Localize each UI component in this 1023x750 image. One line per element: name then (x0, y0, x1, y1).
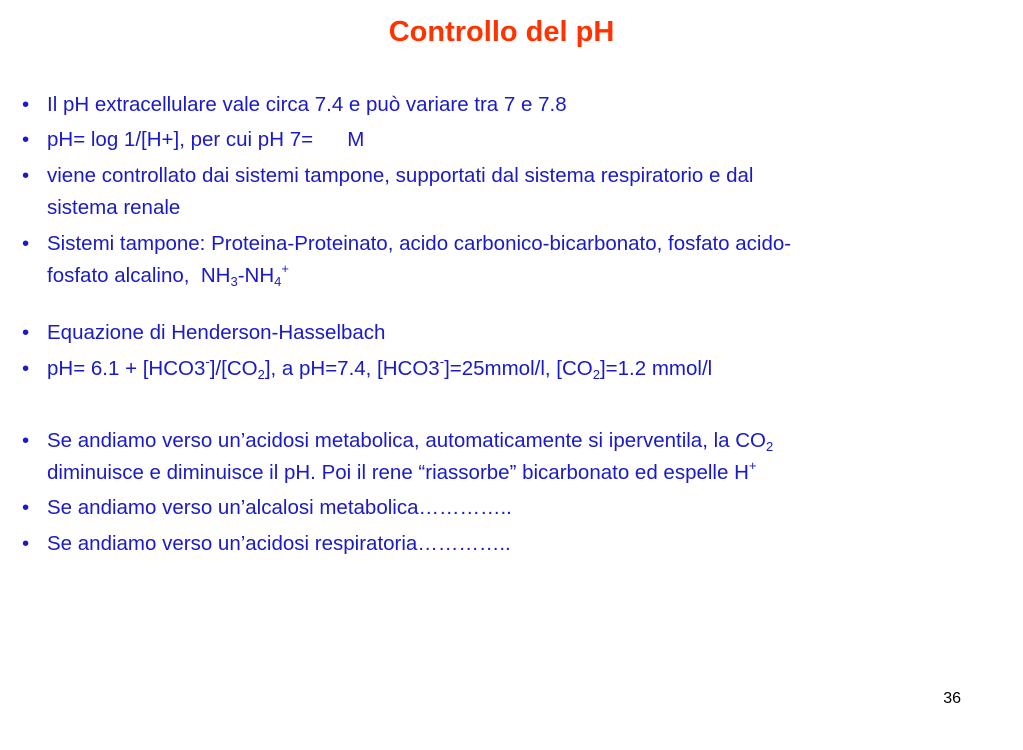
bullet-text: Il pH extracellulare vale circa 7.4 e può variare tra 7 e 7.8 (47, 93, 567, 116)
text-run: ]=25mmol/l, [CO (444, 357, 593, 380)
text-run: ]=1.2 mmol/l (599, 357, 713, 380)
text-run: diminuisce e diminuisce il pH. Poi il rene “riassorbe” bicarbonato ed espelle H (47, 461, 749, 484)
superscript: + (748, 458, 757, 473)
bullet-text (47, 353, 982, 385)
bullet-text (47, 228, 982, 292)
text-run: -NH (237, 264, 275, 287)
bullet-marker: • (22, 93, 30, 116)
text-run: Se andiamo verso un’acidosi metabolica, automaticamente si iperventila, la CO (47, 429, 767, 452)
subscript: 2 (592, 367, 600, 382)
bullet-marker: • (22, 357, 30, 380)
bullet-marker: • (22, 232, 30, 255)
bullet-text: Se andiamo verso un’acidosi respiratoria………….. (47, 532, 511, 555)
bullet-text-line (47, 260, 982, 292)
bullet-marker: • (22, 496, 30, 519)
subscript: 2 (257, 367, 265, 382)
bullet-marker: • (22, 532, 30, 555)
text-run: ], a pH=7.4, [HCO3 (264, 357, 440, 380)
bullet-text-line (47, 425, 982, 457)
text-run: pH= 6.1 + [HCO3 (47, 357, 206, 380)
superscript: - (439, 354, 445, 369)
bullet-text: Equazione di Henderson-Hasselbach (47, 321, 386, 344)
superscript: + (281, 261, 289, 276)
bullet-text-line: viene controllato dai sistemi tampone, supportati dal sistema respiratorio e dal (47, 164, 754, 187)
page-number: 36 (943, 690, 961, 707)
bullet-text: pH= log 1/[H+], per cui pH 7= M (47, 128, 365, 151)
bullet-text (47, 160, 982, 224)
bullet-text-line (47, 457, 982, 489)
bullet-marker: • (22, 164, 30, 187)
superscript: - (205, 354, 210, 369)
text-run: ]/[CO (209, 357, 258, 380)
bullet-text (47, 425, 982, 489)
subscript: 2 (766, 439, 774, 454)
subscript: 3 (230, 274, 238, 289)
bullet-marker: • (22, 128, 30, 151)
bullet-text: Se andiamo verso un’alcalosi metabolica………….. (47, 496, 512, 519)
bullet-marker: • (22, 429, 30, 452)
bullet-text-line: sistema renale (47, 196, 181, 219)
subscript: 4 (274, 274, 282, 289)
bullet-marker: • (22, 321, 30, 344)
text-run: fosfato alcalino, NH (47, 264, 231, 287)
bullet-text-line: Sistemi tampone: Proteina-Proteinato, acido carbonico-bicarbonato, fosfato acido- (47, 232, 792, 255)
slide-title: Controllo del pH (388, 16, 615, 48)
